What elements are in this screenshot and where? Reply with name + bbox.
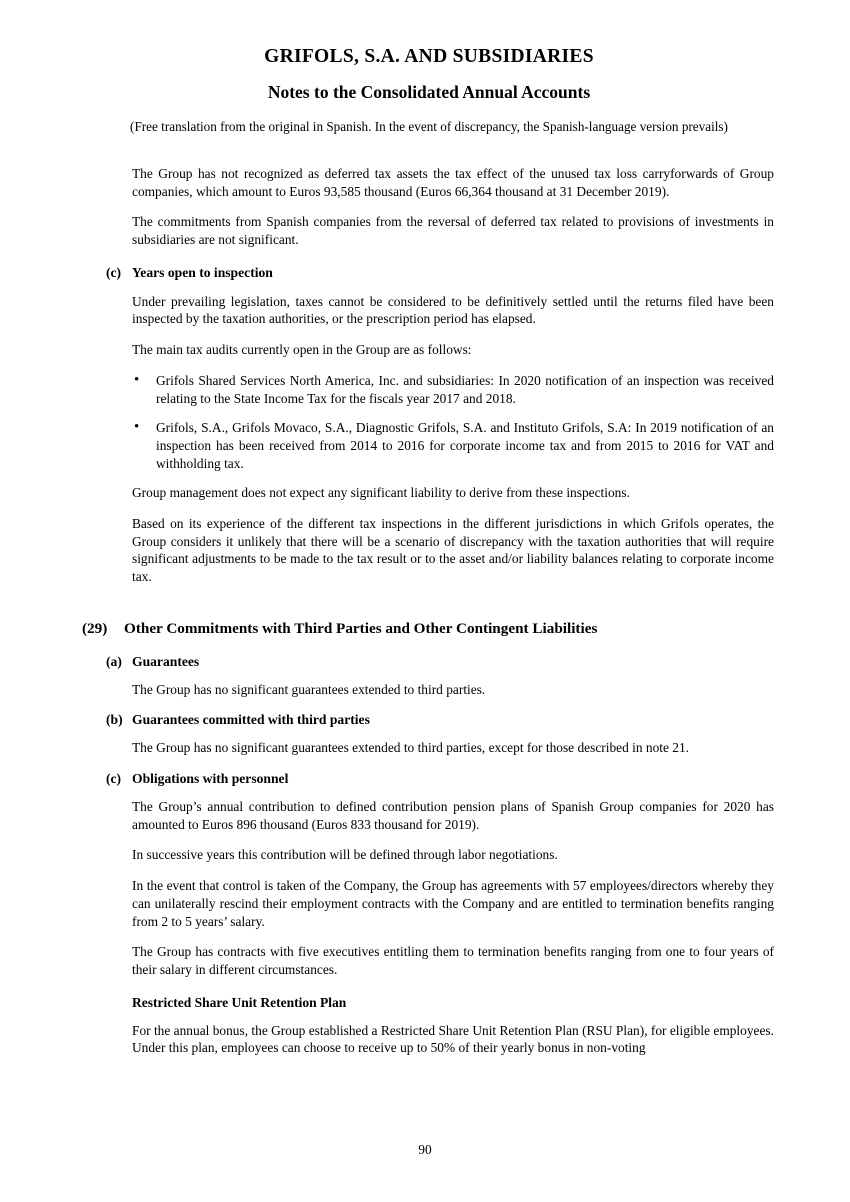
bullet-icon: • bbox=[134, 419, 140, 436]
bullet-icon: • bbox=[134, 371, 140, 388]
list-item bbox=[132, 419, 774, 472]
section-title-c: Years open to inspection bbox=[132, 264, 273, 280]
translation-disclaimer: (Free translation from the original in Spanish. In the event of discrepancy, the Spanish-language version prevails) bbox=[130, 119, 728, 134]
subsection-heading-guarantees bbox=[78, 654, 780, 670]
note-heading-29 bbox=[78, 620, 780, 638]
subsection-marker-a: (a) bbox=[106, 653, 122, 669]
section-marker-c: (c) bbox=[106, 264, 122, 280]
paragraph-main-tax-audits-intro: The main tax audits currently open in the Group are as follows: bbox=[132, 342, 472, 358]
section-heading-years-open-to-inspection bbox=[78, 265, 780, 281]
document-title: GRIFOLS, S.A. AND SUBSIDIARIES bbox=[264, 46, 594, 67]
subsection-heading-guarantees-third-parties bbox=[78, 712, 780, 728]
list-item-text: Grifols, S.A., Grifols Movaco, S.A., Diagnostic Grifols, S.A. and Instituto Grifols, S.A: In 2019 notification of an inspection has been received from 2014 to 2016 for corporate income tax and from 2015 to 2016 for VAT and withholding tax. bbox=[156, 420, 774, 471]
note-number-29: (29) bbox=[82, 619, 108, 637]
paragraph-change-of-control: In the event that control is taken of the Company, the Group has agreements with 57 employees/directors whereby they can unilaterally rescind their employment contracts with the Company and are entitled to termination benefits ranging from 2 to 5 years’ salary. bbox=[132, 878, 774, 929]
subsection-heading-obligations-personnel bbox=[78, 771, 780, 787]
paragraph-rsu-plan: For the annual bonus, the Group established a Restricted Share Unit Retention Plan (RSU Plan), for eligible employees. Under this plan, employees can choose to receive up to 50% of their yearly bonus in non-voting bbox=[132, 1022, 774, 1056]
list-item-text: Grifols Shared Services North America, Inc. and subsidiaries: In 2020 notification of an inspection was received relating to the State Income Tax for the fiscals year 2017 and 2018. bbox=[156, 372, 774, 406]
heading-rsu-retention-plan: Restricted Share Unit Retention Plan bbox=[132, 994, 347, 1010]
paragraph-management-expectation: Group management does not expect any significant liability to derive from these inspections. bbox=[132, 485, 630, 501]
paragraph-labor-negotiations: In successive years this contribution will be defined through labor negotiations. bbox=[132, 847, 558, 863]
list-item bbox=[132, 372, 774, 407]
paragraph-deferred-tax-assets: The Group has not recognized as deferred tax assets the tax effect of the unused tax loss carryforwards of Group companies, which amount to Euros 93,585 thousand (Euros 66,364 thousand at 31 December 2019). bbox=[132, 166, 774, 199]
paragraph-guarantees-note21: The Group has no significant guarantees extended to third parties, except for those described in note 21. bbox=[132, 740, 690, 756]
paragraph-no-guarantees: The Group has no significant guarantees extended to third parties. bbox=[132, 681, 486, 697]
subsection-title-b: Guarantees committed with third parties bbox=[132, 712, 370, 728]
subsection-marker-b: (b) bbox=[106, 712, 123, 728]
note-title-29: Other Commitments with Third Parties and Other Contingent Liabilities bbox=[124, 619, 598, 637]
tax-audits-list bbox=[78, 372, 780, 472]
paragraph-inspection-experience: Based on its experience of the different tax inspections in the different jurisdictions in which Grifols operates, the Group considers it unlikely that there will be a scenario of discrepancy with the taxation authorities that will require significant adjustments to be made to the tax result or to the asset and/or liability balances relating to corporate income tax. bbox=[132, 515, 774, 584]
document-subtitle: Notes to the Consolidated Annual Accounts bbox=[267, 82, 591, 102]
paragraph-prevailing-legislation: Under prevailing legislation, taxes cannot be considered to be definitively settled until the returns filed have been inspected by the taxation authorities, or the prescription period has elapsed. bbox=[132, 293, 774, 327]
paragraph-spanish-commitments: The commitments from Spanish companies from the reversal of deferred tax related to provisions of investments in subsidiaries are not significant. bbox=[132, 214, 774, 248]
paragraph-pension-contribution: The Group’s annual contribution to defined contribution pension plans of Spanish Group companies for 2020 has amounted to Euros 896 thousand (Euros 833 thousand for 2019). bbox=[132, 799, 774, 832]
subsection-title-c: Obligations with personnel bbox=[132, 771, 289, 787]
subsection-title-a: Guarantees bbox=[132, 653, 200, 669]
subsection-marker-c: (c) bbox=[106, 771, 122, 787]
paragraph-executive-contracts: The Group has contracts with five executives entitling them to termination benefits ranging from one to four years of their salary in different circumstances. bbox=[132, 944, 774, 977]
page-number: 90 bbox=[418, 1142, 432, 1157]
